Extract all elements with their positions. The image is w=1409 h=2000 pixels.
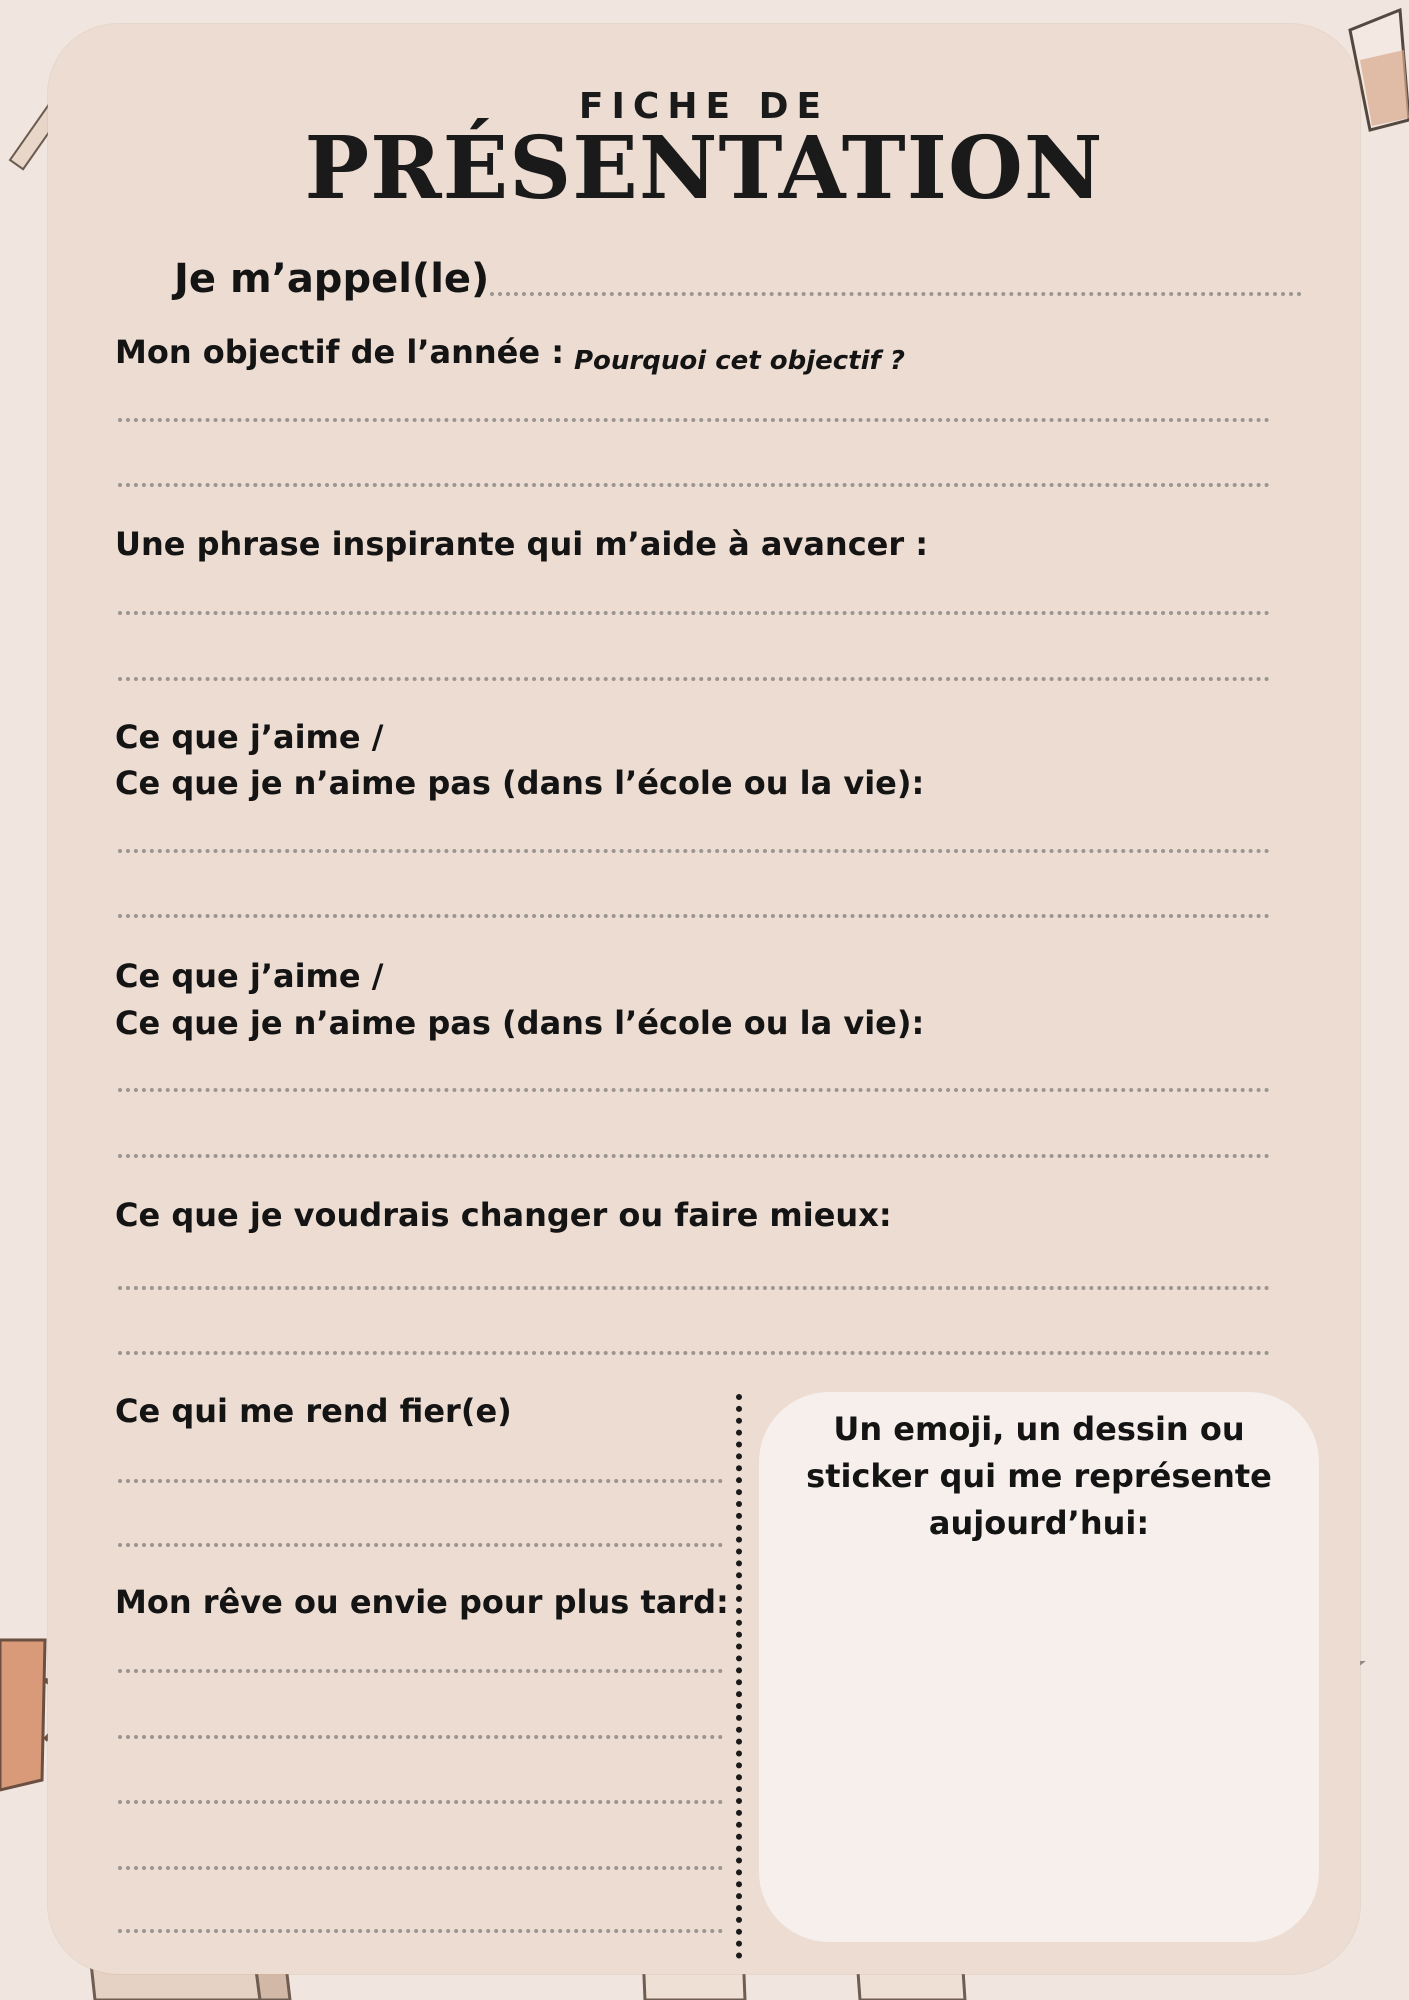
improve-answer-line[interactable]: [118, 1286, 1270, 1290]
dream-answer-line[interactable]: [118, 1669, 723, 1673]
dream-answer-line[interactable]: [118, 1735, 723, 1739]
emoji-drawing-box[interactable]: [759, 1392, 1319, 1942]
dream-answer-line[interactable]: [118, 1929, 723, 1933]
quote-answer-line[interactable]: [118, 611, 1270, 615]
page-title: PRÉSENTATION: [304, 118, 1104, 219]
likes-answer-line[interactable]: [118, 914, 1270, 918]
dream-answer-line[interactable]: [118, 1866, 723, 1870]
emoji-box-label: Un emoji, un dessin ou sticker qui me représente aujourd’hui:: [806, 1410, 1272, 1542]
likes-answer-line[interactable]: [118, 1154, 1270, 1158]
proud-label: Ce qui me rend fier(e): [115, 1392, 512, 1430]
goal-label: Mon objectif de l’année :: [115, 333, 564, 371]
likes-label-line1: Ce que j’aime /: [115, 957, 384, 995]
name-label: Je m’appel(le): [174, 256, 490, 302]
form-card: [48, 24, 1360, 1974]
goal-why-label: Pourquoi cet objectif ?: [574, 346, 905, 376]
page-title-top: FICHE DE: [578, 86, 830, 127]
likes-label-line2: Ce que je n’aime pas (dans l’école ou la vie):: [115, 1004, 925, 1042]
likes-answer-line[interactable]: [118, 1088, 1270, 1092]
likes-answer-line[interactable]: [118, 849, 1270, 853]
proud-answer-line[interactable]: [118, 1479, 723, 1483]
dream-label: Mon rêve ou envie pour plus tard:: [115, 1583, 729, 1621]
likes-label-line1: Ce que j’aime /: [115, 718, 384, 756]
name-answer-line[interactable]: [490, 292, 1302, 296]
goal-answer-line[interactable]: [118, 418, 1270, 422]
quote-label: Une phrase inspirante qui m’aide à avancer :: [115, 525, 929, 563]
quote-answer-line[interactable]: [118, 677, 1270, 681]
column-divider: [736, 1394, 742, 1959]
goal-answer-line[interactable]: [118, 483, 1270, 487]
dream-answer-line[interactable]: [118, 1800, 723, 1804]
likes-label-line2: Ce que je n’aime pas (dans l’école ou la vie):: [115, 764, 925, 802]
proud-answer-line[interactable]: [118, 1543, 723, 1547]
improve-label: Ce que je voudrais changer ou faire mieux:: [115, 1196, 892, 1234]
improve-answer-line[interactable]: [118, 1351, 1270, 1355]
